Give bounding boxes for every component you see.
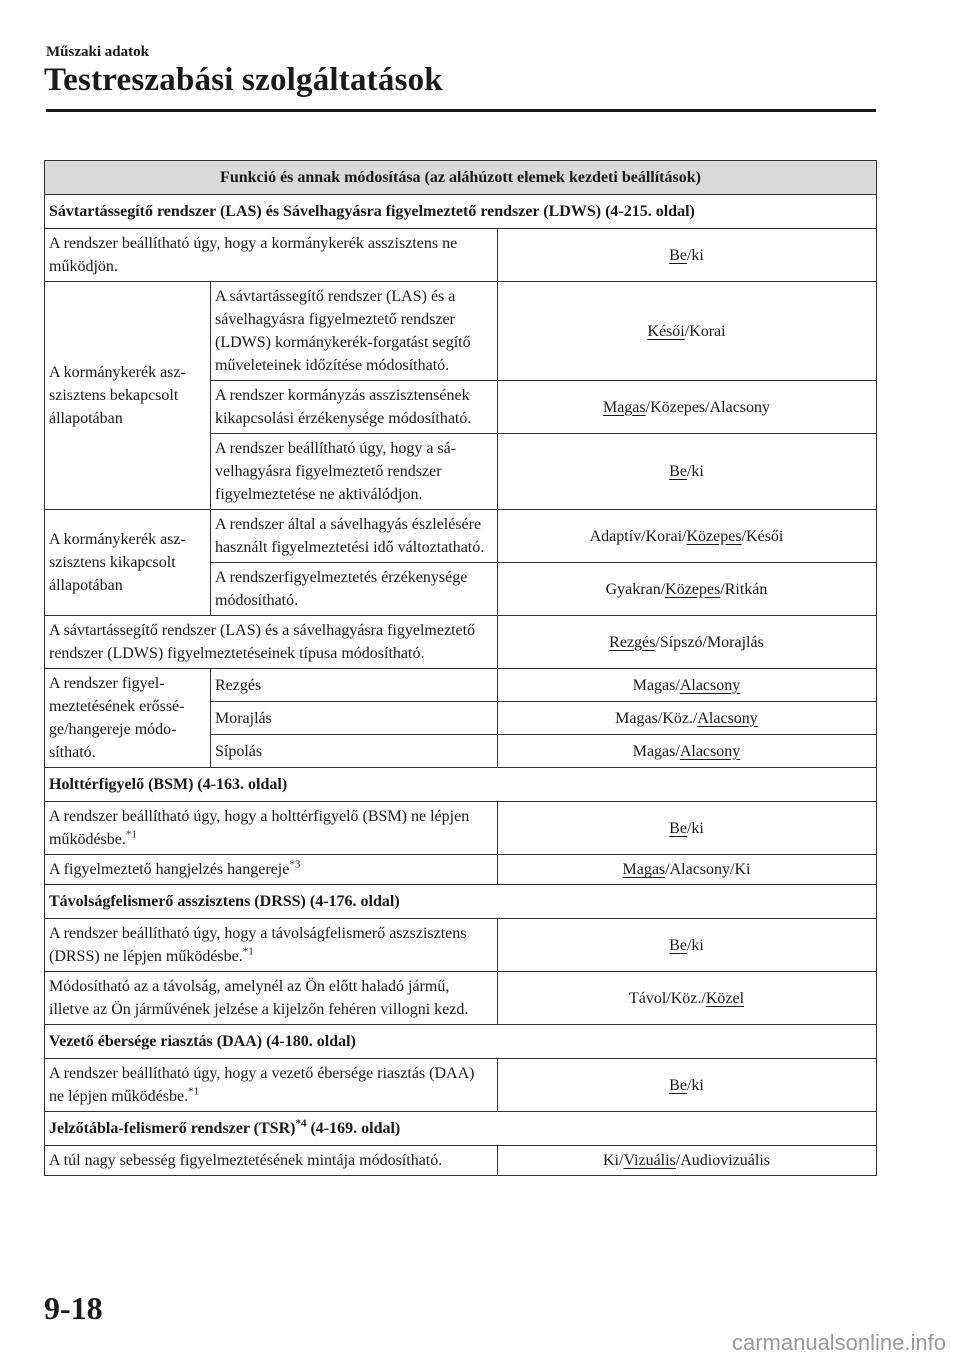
customization-table — [44, 160, 877, 1176]
default-value: Be — [669, 463, 687, 480]
section-label: Műszaki adatok — [46, 44, 149, 60]
table-row — [45, 229, 877, 282]
row-label: Sípolás — [211, 735, 498, 768]
default-value: Késői — [647, 322, 685, 340]
default-value: Alacsony — [679, 742, 741, 760]
row-label: Módosítható az a távolság, amelynél az Ön előtt haladó jármű, illetve az Ön járművének jelzése a kijelzőn fehéren villogni kezd. — [45, 972, 498, 1025]
value-options: Adaptív/Korai/ — [589, 527, 687, 545]
row-label — [45, 855, 498, 885]
row-value — [498, 510, 877, 563]
section-title-daa: Vezető ébersége riasztás (DAA) (4-180. oldal) — [45, 1025, 877, 1059]
value-options: /ki — [686, 246, 704, 264]
section-row-las — [45, 195, 877, 229]
default-value: Közepes — [665, 580, 721, 598]
section-title-las: Sávtartássegítő rendszer (LAS) és Sávelhagyásra figyelmeztető rendszer (LDWS) (4-215. oldal) — [45, 195, 877, 229]
table-row — [45, 616, 877, 669]
value-options: /ki — [686, 1076, 704, 1094]
value-options: Távol/Köz./ — [628, 989, 706, 1007]
table-row — [45, 669, 877, 702]
row-value — [498, 702, 877, 735]
table-row — [45, 972, 877, 1025]
section-title-tsr — [45, 1112, 877, 1146]
row-label: A rendszer által a sávelhagyás észlelésére használt figyelmeztetési idő változtatható. — [211, 510, 498, 563]
row-label: Rezgés — [211, 669, 498, 702]
footnote-marker: *1 — [242, 945, 254, 958]
page-number: 9-18 — [44, 1290, 103, 1326]
row-label: Morajlás — [211, 702, 498, 735]
table-heading: Funkció és annak módosítása (az aláhúzott elemek kezdeti beállítások) — [45, 161, 877, 195]
page-title: Testreszabási szolgáltatások — [44, 62, 443, 98]
row-value — [498, 669, 877, 702]
row-value — [498, 855, 877, 885]
group-label-assist-off: A kormánykerék aszszisztens kikapcsolt állapotában — [45, 510, 211, 616]
title-divider — [46, 109, 876, 112]
default-value: Be — [669, 1076, 687, 1094]
row-value — [498, 563, 877, 616]
table-row — [45, 510, 877, 563]
table-row — [45, 282, 877, 381]
row-label — [45, 802, 498, 855]
default-value: Be — [669, 936, 687, 954]
row-value — [498, 735, 877, 768]
value-options: /Sípszó/Morajlás — [655, 633, 764, 651]
row-label-text: A figyelmeztető hangjelzés hangereje — [49, 861, 290, 878]
section-title-drss: Távolságfelismerő asszisztens (DRSS) (4-176. oldal) — [45, 885, 877, 919]
section-title-bsm: Holttérfigyelő (BSM) (4-163. oldal) — [45, 768, 877, 802]
row-value — [498, 972, 877, 1025]
row-label: A rendszer kormányzás asszisztensének kikapcsolási érzékenysége módosítható. — [211, 381, 498, 434]
value-options: /ki — [686, 936, 704, 954]
value-options: /ki — [686, 819, 704, 837]
table-row — [45, 855, 877, 885]
default-value: Magas — [622, 861, 666, 878]
default-value: Vizuális — [623, 1152, 676, 1169]
section-row-bsm — [45, 768, 877, 802]
row-value — [498, 282, 877, 381]
table-row — [45, 919, 877, 972]
footnote-marker: *4 — [295, 1117, 307, 1130]
footnote-marker: *1 — [125, 828, 137, 841]
section-row-tsr — [45, 1112, 877, 1146]
section-row-drss — [45, 885, 877, 919]
row-label: A túl nagy sebesség figyelmeztetésének mintája módosítható. — [45, 1146, 498, 1176]
default-value: Rezgés — [609, 633, 656, 651]
row-label: A sávtartássegítő rendszer (LAS) és a sávelhagyásra figyelmeztető rendszer (LDWS) kormánykerék-forgatást segítő műveleteinek időzítése módosítható. — [211, 282, 498, 381]
value-options: /ki — [686, 463, 704, 480]
row-value — [498, 802, 877, 855]
row-value — [498, 381, 877, 434]
default-value: Magas — [602, 398, 646, 416]
group-label-assist-on: A kormánykerék aszszisztens bekapcsolt állapotában — [45, 282, 211, 510]
row-value — [498, 1059, 877, 1112]
row-label: A rendszerfigyelmeztetés érzékenysége módosítható. — [211, 563, 498, 616]
value-options: /Késői — [741, 527, 784, 545]
row-label: A rendszer beállítható úgy, hogy a kormánykerék asszisztens ne működjön. — [45, 229, 498, 282]
value-options: Magas/Köz./ — [615, 709, 698, 727]
footnote-marker: *3 — [289, 858, 301, 871]
value-options: /Ritkán — [720, 580, 768, 598]
row-value — [498, 434, 877, 510]
row-label — [45, 919, 498, 972]
watermark: carmanualsonline.info — [731, 1330, 946, 1355]
section-title-text: Jelzőtábla-felismerő rendszer (TSR) — [49, 1120, 296, 1137]
value-options: Magas/ — [632, 742, 680, 760]
row-label-text: A rendszer beállítható úgy, hogy a távolságfelismerő aszszisztens (DRSS) ne lépjen működésbe. — [49, 925, 467, 965]
footnote-marker: *1 — [188, 1085, 200, 1098]
row-label: A sávtartássegítő rendszer (LAS) és a sávelhagyásra figyelmeztető rendszer (LDWS) figyelmeztetéseinek típusa módosítható. — [45, 616, 498, 669]
row-value — [498, 616, 877, 669]
value-options: /Audiovizuális — [675, 1152, 771, 1169]
row-label-text: A rendszer beállítható úgy, hogy a holttérfigyelő (BSM) ne lépjen működésbe. — [49, 808, 470, 848]
default-value: Be — [669, 819, 687, 837]
table-row — [45, 1059, 877, 1112]
value-options: Gyakran/ — [605, 580, 666, 598]
section-page-ref: (4-169. oldal) — [306, 1120, 401, 1137]
default-value: Közel — [705, 989, 745, 1007]
value-options: /Korai — [684, 322, 726, 340]
value-options: Ki/ — [602, 1152, 624, 1169]
default-value: Be — [669, 246, 687, 264]
row-value — [498, 919, 877, 972]
row-label — [45, 1059, 498, 1112]
group-label-volume: A rendszer figyelmeztetésének erőssége/hangereje módosítható. — [45, 669, 211, 768]
default-value: Közepes — [686, 527, 742, 545]
section-row-daa — [45, 1025, 877, 1059]
table-row — [45, 1146, 877, 1176]
table-header-row — [45, 161, 877, 195]
value-options: /Közepes/Alacsony — [645, 398, 771, 416]
table-row — [45, 802, 877, 855]
row-label-text: A rendszer beállítható úgy, hogy a vezető ébersége riasztás (DAA) ne lépjen működésbe. — [49, 1065, 475, 1105]
row-label: A rendszer beállítható úgy, hogy a sávelhagyásra figyelmeztető rendszer figyelmeztetése ne aktiválódjon. — [211, 434, 498, 510]
default-value: Alacsony — [697, 709, 758, 727]
value-options: /Alacsony/Ki — [665, 861, 751, 878]
value-options: Magas/ — [632, 676, 680, 694]
row-value — [498, 229, 877, 282]
row-value — [498, 1146, 877, 1176]
default-value: Alacsony — [679, 676, 741, 694]
